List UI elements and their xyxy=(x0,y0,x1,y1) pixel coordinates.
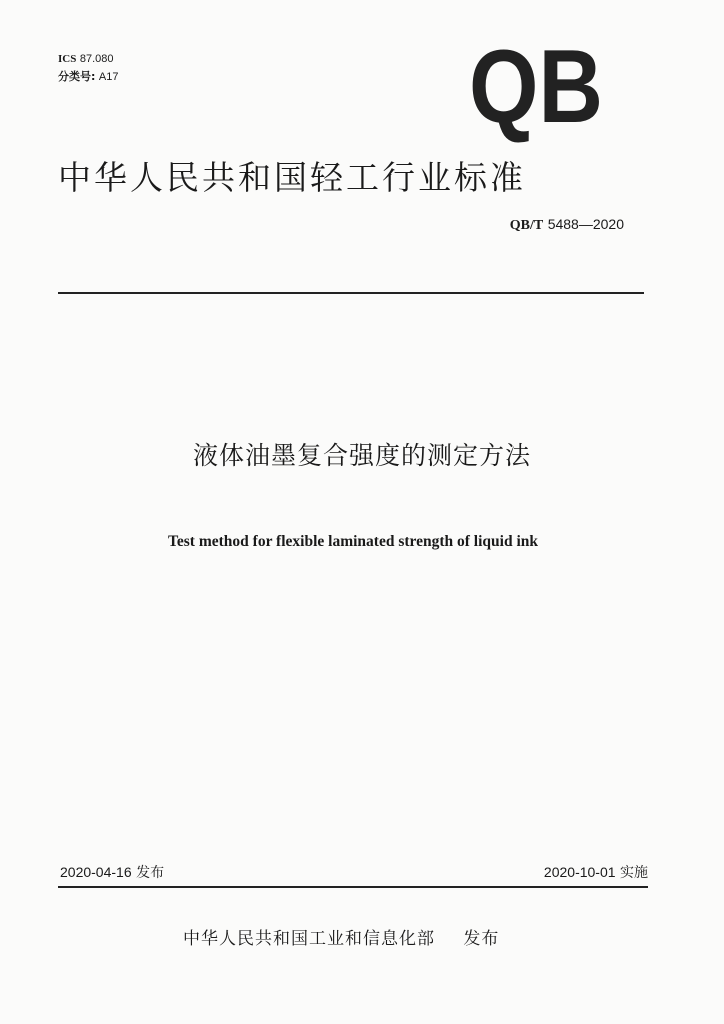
ics-code: 87.080 xyxy=(79,53,114,65)
implement-date-line xyxy=(544,862,648,882)
classification-block xyxy=(58,50,118,86)
classification-label: 分类号: xyxy=(58,70,96,83)
bottom-divider xyxy=(58,886,648,888)
implement-label: 实施 xyxy=(620,865,648,881)
standard-number xyxy=(510,216,624,234)
standard-title: 中华人民共和国轻工行业标准 xyxy=(58,158,526,197)
ics-label: ICS xyxy=(58,53,77,65)
issue-date: 2020-04-16 xyxy=(60,864,132,880)
issue-date-line xyxy=(60,862,164,882)
publisher-line xyxy=(183,924,499,949)
ics-line xyxy=(58,50,118,68)
issue-label: 发布 xyxy=(136,865,165,881)
document-title-en: Test method for flexible laminated strength of liquid ink xyxy=(167,533,539,550)
standard-number-value: 5488—2020 xyxy=(547,216,624,232)
qb-logo-text: QB xyxy=(469,29,603,145)
publisher-action: 发布 xyxy=(463,929,500,949)
publisher-name: 中华人民共和国工业和信息化部 xyxy=(183,929,435,949)
classification-line xyxy=(58,68,118,86)
implement-date: 2020-10-01 xyxy=(543,864,616,880)
document-title-cn: 液体油墨复合强度的测定方法 xyxy=(192,441,531,470)
qb-logo xyxy=(466,29,606,145)
standard-number-prefix: QB/T xyxy=(509,218,544,233)
classification-code: A17 xyxy=(98,71,119,83)
top-divider xyxy=(58,292,644,294)
